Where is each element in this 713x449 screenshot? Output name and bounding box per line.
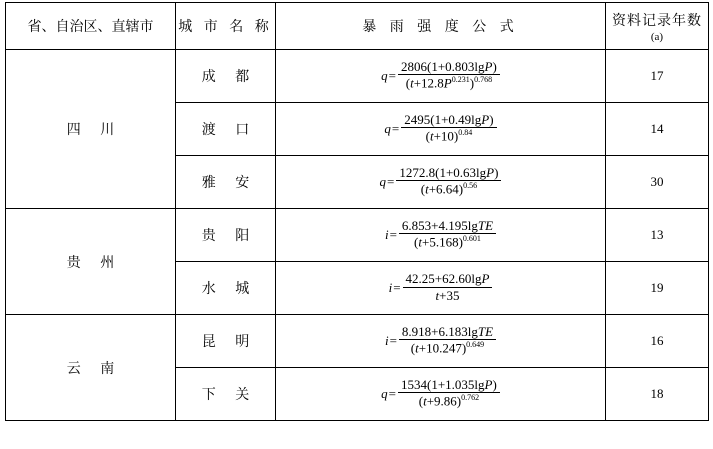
formula-expression: q= $\frac{1272.8(1+0.63\lg P)}{(t+6.64)^{0.56}}$ (380, 167, 502, 198)
formula-cell (276, 368, 606, 421)
years-cell: 30 (606, 156, 709, 209)
formula-cell (276, 262, 606, 315)
table-body (6, 50, 709, 421)
header-years: 资料记录年数 (a) (606, 3, 709, 50)
rainfall-intensity-table (5, 2, 709, 421)
header-formula: 暴 雨 强 度 公 式 (276, 3, 606, 50)
table-sheet (0, 2, 713, 449)
city-cell: 下 关 (176, 368, 276, 421)
formula-cell (276, 315, 606, 368)
city-cell: 雅 安 (176, 156, 276, 209)
formula-expression: i= $\frac{\text{6.853+4.195lgTE}}{(t+5.168)^{0.601}}$ (385, 220, 496, 251)
city-cell: 渡 口 (176, 103, 276, 156)
formula-expression: i= $\frac{\text{8.918+6.183lgTE}}{(t+10.247)^{0.649}}$ (385, 326, 496, 357)
table-row (6, 209, 709, 262)
province-cell: 云 南 (6, 315, 176, 421)
formula-expression: i= $\frac{42.25+62.60\lg P}{t+35}$ (389, 273, 493, 303)
city-cell: 水 城 (176, 262, 276, 315)
years-cell: 14 (606, 103, 709, 156)
province-cell: 贵 州 (6, 209, 176, 315)
formula-expression: q= $\frac{1534(1+1.035\lg P)}{(t+9.86)^{0.762}}$ (381, 379, 500, 410)
years-cell: 18 (606, 368, 709, 421)
header-row (6, 3, 709, 50)
city-cell: 昆 明 (176, 315, 276, 368)
header-city: 城 市 名 称 (176, 3, 276, 50)
table-row (6, 315, 709, 368)
formula-expression: q= $\frac{2495(1+0.49\lg P)}{(t+10)^{0.84}}$ (384, 114, 496, 145)
table-row (6, 50, 709, 103)
years-cell: 16 (606, 315, 709, 368)
formula-expression: q= $\frac{2806(1+0.803\lg P)}{(t+12.8P^{0.231})^{0.768}}$ (381, 61, 500, 92)
city-cell: 成 都 (176, 50, 276, 103)
formula-cell (276, 50, 606, 103)
province-cell: 四 川 (6, 50, 176, 209)
table-header (6, 3, 709, 50)
years-cell: 13 (606, 209, 709, 262)
formula-cell (276, 209, 606, 262)
years-cell: 17 (606, 50, 709, 103)
formula-cell (276, 156, 606, 209)
city-cell: 贵 阳 (176, 209, 276, 262)
formula-cell (276, 103, 606, 156)
header-province: 省、自治区、直辖市 (6, 3, 176, 50)
years-cell: 19 (606, 262, 709, 315)
